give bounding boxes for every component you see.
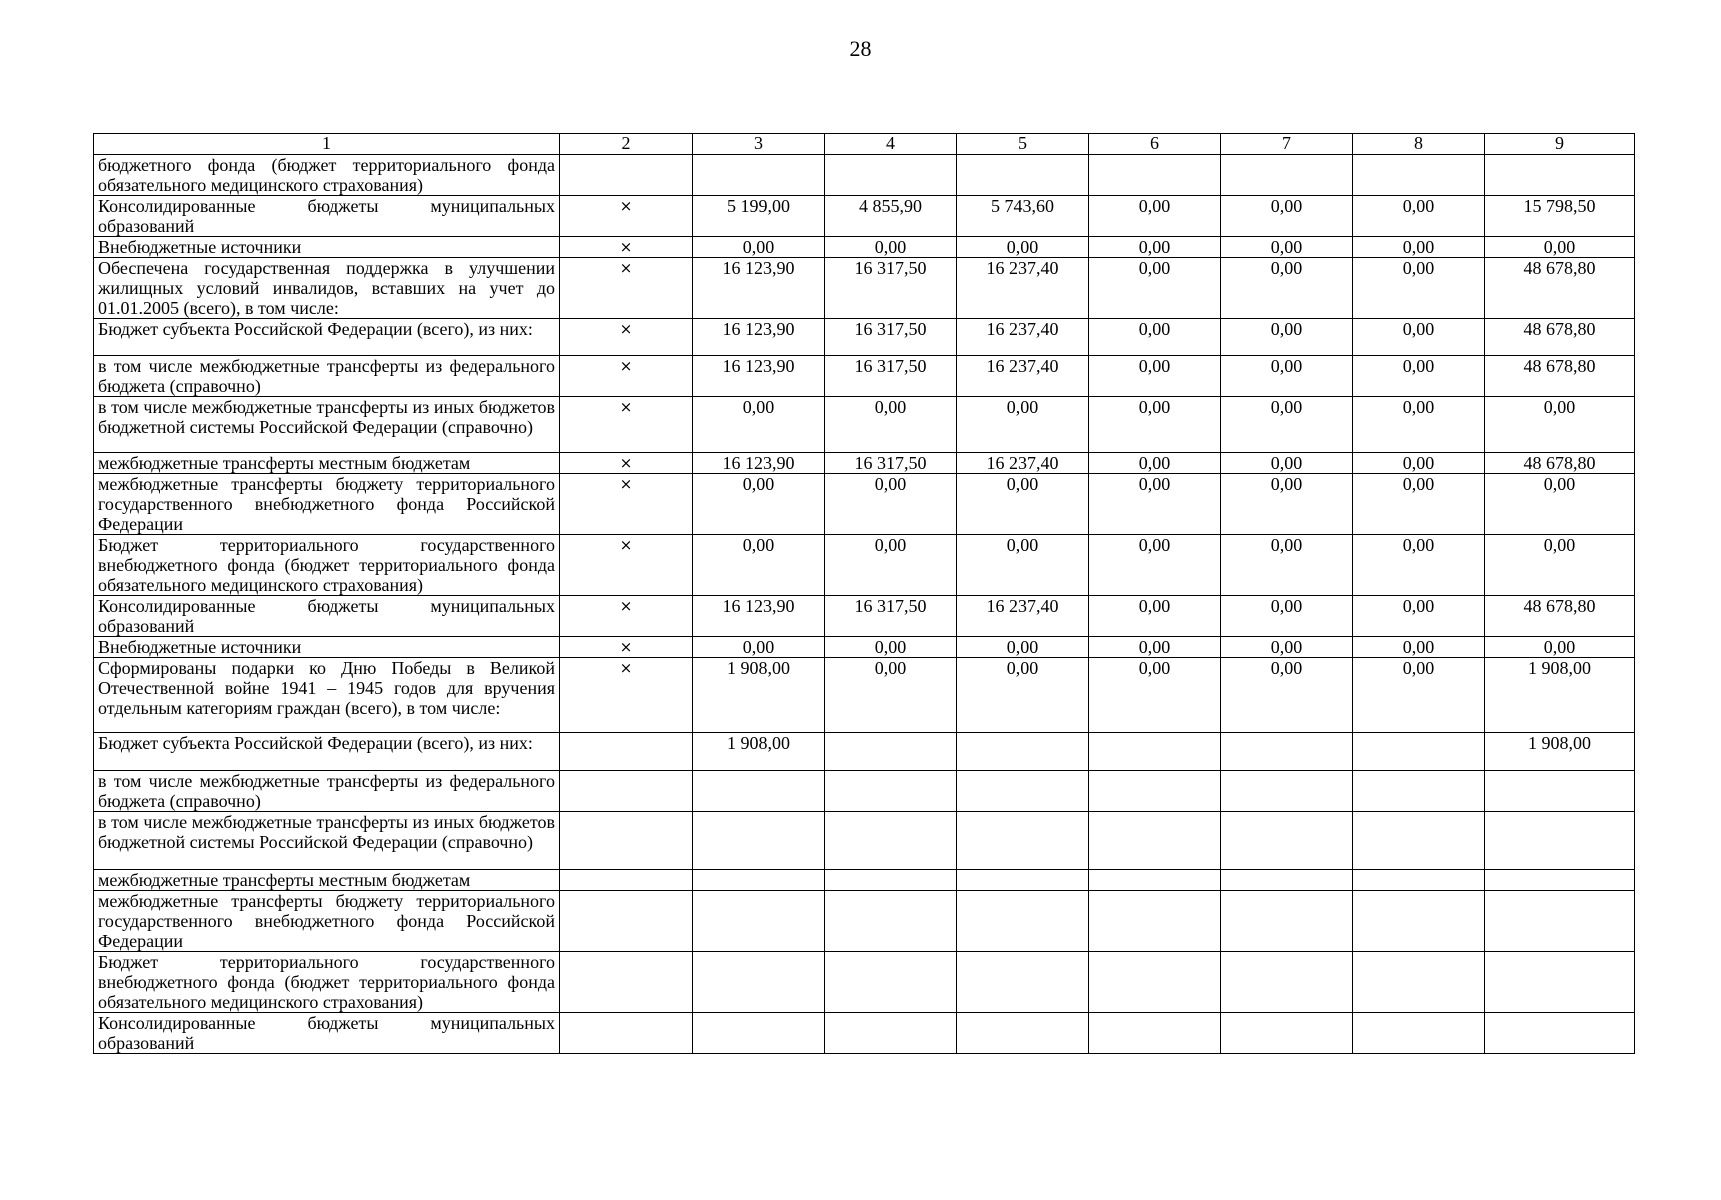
value-cell <box>1485 952 1635 1013</box>
value-cell: 0,00 <box>1221 596 1353 637</box>
value-cell: 16 237,40 <box>957 319 1089 356</box>
table-row <box>94 733 1635 771</box>
value-cell <box>693 870 825 891</box>
row-label-cell: Обеспечена государственная поддержка в улучшении жилищных условий инвалидов, вставших на учет до 01.01.2005 (всего), в том числе: <box>94 258 560 319</box>
value-cell: 5 199,00 <box>693 196 825 237</box>
value-cell <box>957 891 1089 952</box>
value-cell: 0,00 <box>1485 474 1635 535</box>
value-cell <box>693 952 825 1013</box>
value-cell <box>1353 891 1485 952</box>
value-cell <box>1221 155 1353 196</box>
table-row <box>94 356 1635 397</box>
marker-cell <box>560 1013 693 1054</box>
value-cell <box>957 1013 1089 1054</box>
value-cell: 0,00 <box>1089 535 1221 596</box>
value-cell: 0,00 <box>1353 535 1485 596</box>
table-body <box>94 155 1635 1054</box>
header-cell: 2 <box>560 134 693 155</box>
value-cell <box>1485 771 1635 812</box>
value-cell: 0,00 <box>1089 258 1221 319</box>
value-cell: 0,00 <box>825 637 957 658</box>
value-cell <box>1089 870 1221 891</box>
value-cell <box>1353 870 1485 891</box>
row-label-cell: бюджетного фонда (бюджет территориального фонда обязательного медицинского страхования) <box>94 155 560 196</box>
value-cell: 0,00 <box>1353 237 1485 258</box>
row-label-cell: в том числе межбюджетные трансферты из федерального бюджета (справочно) <box>94 356 560 397</box>
value-cell <box>1089 1013 1221 1054</box>
value-cell <box>957 870 1089 891</box>
marker-cell: × <box>560 596 693 637</box>
value-cell: 16 123,90 <box>693 356 825 397</box>
value-cell: 0,00 <box>825 474 957 535</box>
row-label-cell: Бюджет субъекта Российской Федерации (всего), из них: <box>94 319 560 356</box>
row-label-cell: Консолидированные бюджеты муниципальных образований <box>94 596 560 637</box>
table-row <box>94 319 1635 356</box>
value-cell <box>1221 891 1353 952</box>
value-cell: 0,00 <box>1089 658 1221 733</box>
value-cell: 0,00 <box>1485 637 1635 658</box>
value-cell <box>1221 1013 1353 1054</box>
marker-cell: × <box>560 258 693 319</box>
value-cell: 0,00 <box>1221 258 1353 319</box>
value-cell: 0,00 <box>1089 637 1221 658</box>
row-label-cell: Сформированы подарки ко Дню Победы в Великой Отечественной войне 1941 – 1945 годов для вручения отдельным категориям граждан (всего), в том числе: <box>94 658 560 733</box>
value-cell: 0,00 <box>1221 196 1353 237</box>
value-cell <box>693 155 825 196</box>
value-cell: 0,00 <box>957 237 1089 258</box>
value-cell <box>1353 1013 1485 1054</box>
value-cell: 48 678,80 <box>1485 258 1635 319</box>
table-row <box>94 196 1635 237</box>
value-cell: 0,00 <box>1089 196 1221 237</box>
value-cell: 0,00 <box>693 637 825 658</box>
value-cell <box>825 733 957 771</box>
value-cell: 0,00 <box>1089 596 1221 637</box>
value-cell: 16 123,90 <box>693 319 825 356</box>
header-cell: 9 <box>1485 134 1635 155</box>
row-label-cell: в том числе межбюджетные трансферты из иных бюджетов бюджетной системы Российской Федерации (справочно) <box>94 812 560 870</box>
table-row <box>94 474 1635 535</box>
value-cell: 4 855,90 <box>825 196 957 237</box>
value-cell <box>1353 771 1485 812</box>
value-cell: 16 123,90 <box>693 596 825 637</box>
table-row <box>94 891 1635 952</box>
value-cell <box>1353 155 1485 196</box>
value-cell: 0,00 <box>1221 658 1353 733</box>
value-cell <box>1485 812 1635 870</box>
value-cell: 0,00 <box>1089 356 1221 397</box>
row-label-cell: межбюджетные трансферты местным бюджетам <box>94 870 560 891</box>
value-cell: 1 908,00 <box>693 658 825 733</box>
value-cell: 0,00 <box>1353 453 1485 474</box>
header-cell: 4 <box>825 134 957 155</box>
table-row <box>94 258 1635 319</box>
value-cell: 0,00 <box>1221 319 1353 356</box>
header-cell: 1 <box>94 134 560 155</box>
table-row <box>94 870 1635 891</box>
marker-cell: × <box>560 535 693 596</box>
table-row <box>94 596 1635 637</box>
value-cell: 0,00 <box>1353 319 1485 356</box>
value-cell: 16 317,50 <box>825 258 957 319</box>
value-cell: 1 908,00 <box>1485 733 1635 771</box>
value-cell: 0,00 <box>1221 474 1353 535</box>
value-cell: 15 798,50 <box>1485 196 1635 237</box>
marker-cell <box>560 812 693 870</box>
marker-cell: × <box>560 196 693 237</box>
value-cell <box>825 771 957 812</box>
row-label-cell: Внебюджетные источники <box>94 637 560 658</box>
value-cell: 16 237,40 <box>957 596 1089 637</box>
value-cell <box>825 952 957 1013</box>
value-cell: 48 678,80 <box>1485 596 1635 637</box>
value-cell: 0,00 <box>1353 658 1485 733</box>
value-cell: 48 678,80 <box>1485 453 1635 474</box>
row-label-cell: в том числе межбюджетные трансферты из иных бюджетов бюджетной системы Российской Федерации (справочно) <box>94 397 560 453</box>
value-cell: 16 317,50 <box>825 356 957 397</box>
value-cell <box>1089 733 1221 771</box>
header-cell: 6 <box>1089 134 1221 155</box>
header-cell: 8 <box>1353 134 1485 155</box>
row-label-cell: межбюджетные трансферты местным бюджетам <box>94 453 560 474</box>
value-cell <box>957 733 1089 771</box>
value-cell: 0,00 <box>1485 237 1635 258</box>
value-cell: 0,00 <box>825 237 957 258</box>
value-cell <box>1089 812 1221 870</box>
value-cell: 0,00 <box>1221 237 1353 258</box>
value-cell: 16 237,40 <box>957 356 1089 397</box>
value-cell: 16 317,50 <box>825 596 957 637</box>
value-cell: 0,00 <box>1353 397 1485 453</box>
row-label-cell: Бюджет территориального государственного внебюджетного фонда (бюджет территориального фонда обязательного медицинского страхования) <box>94 535 560 596</box>
value-cell <box>957 952 1089 1013</box>
marker-cell <box>560 870 693 891</box>
value-cell <box>1221 771 1353 812</box>
value-cell: 0,00 <box>693 474 825 535</box>
page-number: 28 <box>849 36 872 61</box>
marker-cell: × <box>560 356 693 397</box>
value-cell <box>825 891 957 952</box>
value-cell <box>1221 952 1353 1013</box>
value-cell: 0,00 <box>693 535 825 596</box>
value-cell: 0,00 <box>1089 319 1221 356</box>
value-cell: 0,00 <box>1221 535 1353 596</box>
marker-cell: × <box>560 319 693 356</box>
value-cell: 16 237,40 <box>957 258 1089 319</box>
table-header <box>94 134 1635 155</box>
value-cell: 16 237,40 <box>957 453 1089 474</box>
table-row <box>94 658 1635 733</box>
value-cell <box>1353 952 1485 1013</box>
value-cell <box>957 771 1089 812</box>
value-cell: 0,00 <box>957 658 1089 733</box>
value-cell <box>1485 870 1635 891</box>
value-cell: 5 743,60 <box>957 196 1089 237</box>
marker-cell: × <box>560 474 693 535</box>
value-cell: 0,00 <box>1353 474 1485 535</box>
value-cell: 1 908,00 <box>693 733 825 771</box>
marker-cell <box>560 155 693 196</box>
value-cell: 16 317,50 <box>825 319 957 356</box>
value-cell: 0,00 <box>1353 596 1485 637</box>
value-cell <box>1089 771 1221 812</box>
value-cell: 0,00 <box>825 397 957 453</box>
table-row <box>94 1013 1635 1054</box>
value-cell: 0,00 <box>957 474 1089 535</box>
header-cell: 7 <box>1221 134 1353 155</box>
value-cell: 0,00 <box>1089 453 1221 474</box>
marker-cell <box>560 891 693 952</box>
table-row <box>94 771 1635 812</box>
value-cell: 0,00 <box>1485 535 1635 596</box>
value-cell: 0,00 <box>1485 397 1635 453</box>
value-cell <box>1353 733 1485 771</box>
value-cell <box>1089 891 1221 952</box>
value-cell <box>1485 891 1635 952</box>
marker-cell: × <box>560 658 693 733</box>
value-cell: 0,00 <box>1221 453 1353 474</box>
value-cell <box>825 870 957 891</box>
row-label-cell: Бюджет территориального государственного внебюджетного фонда (бюджет территориального фонда обязательного медицинского страхования) <box>94 952 560 1013</box>
marker-cell: × <box>560 637 693 658</box>
value-cell: 0,00 <box>1089 237 1221 258</box>
value-cell <box>957 812 1089 870</box>
value-cell: 16 123,90 <box>693 453 825 474</box>
row-label-cell: Консолидированные бюджеты муниципальных образований <box>94 1013 560 1054</box>
value-cell: 1 908,00 <box>1485 658 1635 733</box>
table-row <box>94 535 1635 596</box>
value-cell <box>1485 1013 1635 1054</box>
row-label-cell: межбюджетные трансферты бюджету территориального государственного внебюджетного фонда Российской Федерации <box>94 474 560 535</box>
value-cell <box>1221 733 1353 771</box>
row-label-cell: межбюджетные трансферты бюджету территориального государственного внебюджетного фонда Российской Федерации <box>94 891 560 952</box>
value-cell <box>1485 155 1635 196</box>
value-cell: 0,00 <box>693 237 825 258</box>
value-cell: 0,00 <box>693 397 825 453</box>
table-row <box>94 453 1635 474</box>
value-cell <box>825 155 957 196</box>
value-cell: 0,00 <box>1353 196 1485 237</box>
marker-cell: × <box>560 453 693 474</box>
row-label-cell: в том числе межбюджетные трансферты из федерального бюджета (справочно) <box>94 771 560 812</box>
marker-cell: × <box>560 237 693 258</box>
value-cell: 0,00 <box>1221 356 1353 397</box>
row-label-cell: Бюджет субъекта Российской Федерации (всего), из них: <box>94 733 560 771</box>
table-row <box>94 812 1635 870</box>
value-cell <box>1221 870 1353 891</box>
marker-cell: × <box>560 397 693 453</box>
header-cell: 3 <box>693 134 825 155</box>
value-cell: 0,00 <box>1221 397 1353 453</box>
value-cell: 0,00 <box>1353 258 1485 319</box>
value-cell: 0,00 <box>957 535 1089 596</box>
value-cell <box>825 812 957 870</box>
marker-cell <box>560 733 693 771</box>
table-row <box>94 155 1635 196</box>
value-cell <box>957 155 1089 196</box>
value-cell <box>693 1013 825 1054</box>
table-row <box>94 237 1635 258</box>
value-cell: 0,00 <box>825 658 957 733</box>
value-cell: 48 678,80 <box>1485 319 1635 356</box>
marker-cell <box>560 771 693 812</box>
value-cell <box>693 812 825 870</box>
value-cell <box>1221 812 1353 870</box>
value-cell: 16 317,50 <box>825 453 957 474</box>
row-label-cell: Внебюджетные источники <box>94 237 560 258</box>
value-cell: 0,00 <box>1353 356 1485 397</box>
row-label-cell: Консолидированные бюджеты муниципальных образований <box>94 196 560 237</box>
value-cell: 0,00 <box>957 397 1089 453</box>
value-cell: 0,00 <box>1353 637 1485 658</box>
table-row <box>94 637 1635 658</box>
value-cell: 0,00 <box>957 637 1089 658</box>
value-cell: 48 678,80 <box>1485 356 1635 397</box>
value-cell: 16 123,90 <box>693 258 825 319</box>
budget-table <box>93 133 1635 1054</box>
value-cell: 0,00 <box>1089 474 1221 535</box>
table-row <box>94 397 1635 453</box>
marker-cell <box>560 952 693 1013</box>
header-cell: 5 <box>957 134 1089 155</box>
value-cell <box>825 1013 957 1054</box>
header-row <box>94 134 1635 155</box>
value-cell <box>1089 952 1221 1013</box>
value-cell <box>693 771 825 812</box>
value-cell <box>1353 812 1485 870</box>
value-cell: 0,00 <box>1221 637 1353 658</box>
value-cell <box>693 891 825 952</box>
table-row <box>94 952 1635 1013</box>
value-cell <box>1089 155 1221 196</box>
value-cell: 0,00 <box>1089 397 1221 453</box>
value-cell: 0,00 <box>825 535 957 596</box>
